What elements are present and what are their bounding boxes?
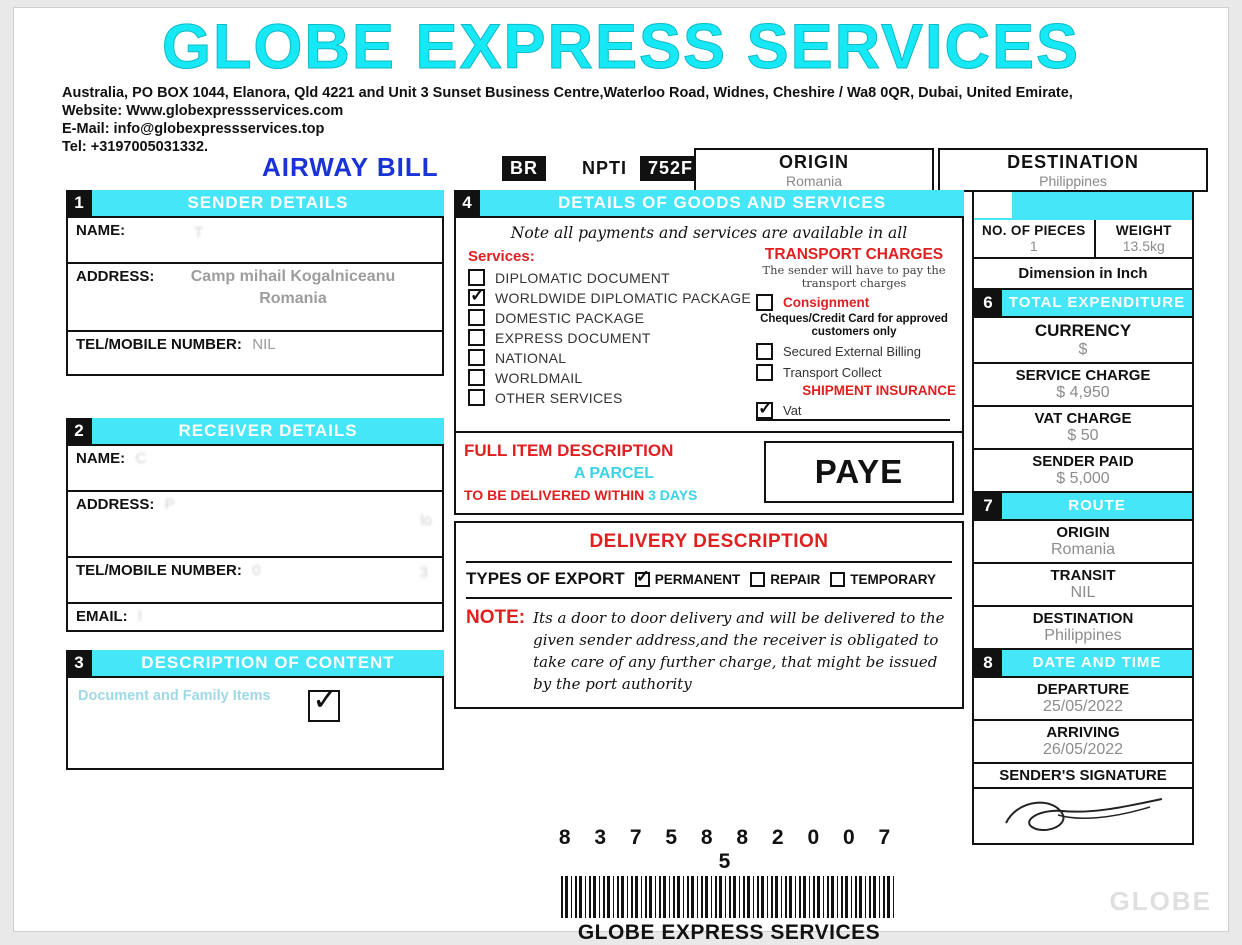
signature-label-row — [974, 764, 1192, 789]
date-time-header — [974, 650, 1192, 678]
service-option-domestic-package[interactable] — [468, 309, 752, 326]
sender-signature-label: SENDER'S SIGNATURE — [999, 767, 1167, 784]
receiver-tel-label: TEL/MOBILE NUMBER: — [76, 562, 242, 579]
transport-collect-label: Transport Collect — [783, 365, 882, 380]
receiver-name-value: C — [135, 450, 147, 467]
transport-option-secured-external-billing[interactable] — [756, 343, 956, 360]
code-br: BR — [502, 156, 546, 181]
checkbox-icon[interactable] — [750, 572, 765, 587]
airway-bill-document — [14, 8, 1228, 944]
sender-section-title: SENDER DETAILS — [92, 190, 444, 216]
receiver-email-field[interactable] — [68, 604, 442, 650]
delivery-note-label: NOTE: — [466, 607, 526, 628]
sender-tel-label: TEL/MOBILE NUMBER: — [76, 336, 242, 353]
sender-signature-area[interactable] — [974, 789, 1192, 843]
route-origin-row — [974, 521, 1192, 564]
receiver-email-value: l — [138, 608, 142, 625]
receiver-name-field[interactable] — [68, 446, 442, 492]
arriving-value: 26/05/2022 — [1042, 741, 1124, 758]
delivery-description-panel — [454, 521, 964, 709]
receiver-section-number: 2 — [66, 418, 92, 444]
checkbox-icon[interactable] — [756, 343, 773, 360]
right-top-bar-blank — [974, 192, 1012, 218]
service-option-diplomatic-document[interactable] — [468, 269, 752, 286]
transport-option-vat[interactable] — [756, 402, 950, 421]
destination-box — [938, 148, 1208, 192]
route-destination-label: DESTINATION — [1032, 610, 1134, 627]
consignment-label: Consignment — [783, 295, 870, 310]
departure-label: DEPARTURE — [1036, 681, 1130, 698]
watermark: GLOBE — [1109, 886, 1212, 916]
sender-paid-value: $ 5,000 — [1056, 470, 1110, 487]
transport-charges-block — [752, 246, 956, 423]
sender-name-value: T — [194, 224, 204, 241]
origin-box — [694, 148, 934, 192]
service-label: DIPLOMATIC DOCUMENT — [495, 269, 670, 286]
checkbox-icon[interactable] — [468, 349, 485, 366]
transport-charges-title: TRANSPORT CHARGES — [764, 246, 944, 263]
dimension-label: Dimension in Inch — [1018, 265, 1148, 282]
service-label: OTHER SERVICES — [495, 389, 623, 406]
content-value: Document and Family Items — [78, 688, 271, 704]
export-option-temporary[interactable] — [830, 572, 936, 587]
vat-charge-value: $ 50 — [1067, 427, 1099, 444]
cheques-note: Cheques/Credit Card for approved customers only — [760, 313, 948, 338]
company-address-line: Australia, PO BOX 1044, Elanora, Qld 4221 and Unit 3 Sunset Business Centre,Waterloo Road, Widnes, Cheshire / Wa8 0QR, Dubai, United Emirate, — [62, 85, 1073, 101]
checkbox-icon[interactable] — [468, 269, 485, 286]
export-option-label: TEMPORARY — [850, 571, 936, 587]
content-section-header — [66, 650, 444, 676]
services-and-charges — [456, 244, 962, 431]
pieces-cell — [974, 220, 1096, 257]
destination-value: Philippines — [1039, 173, 1107, 189]
route-destination-value: Philippines — [1044, 627, 1122, 644]
checkbox-icon[interactable] — [830, 572, 845, 587]
shipment-summary-panel — [972, 220, 1194, 845]
divider — [466, 561, 952, 563]
date-section-number: 8 — [974, 650, 1002, 676]
right-top-bar — [972, 190, 1194, 220]
receiver-address-value-2: lo — [420, 512, 432, 529]
service-label: WORLDMAIL — [495, 369, 583, 386]
route-section-number: 7 — [974, 493, 1002, 519]
checkbox-checked-icon[interactable] — [635, 572, 650, 587]
currency-label: CURRENCY — [1034, 321, 1132, 340]
service-charge-value: $ 4,950 — [1056, 384, 1110, 401]
sender-address-field[interactable] — [68, 264, 442, 332]
pieces-value: 1 — [1029, 238, 1038, 254]
dimension-row — [974, 259, 1192, 290]
route-transit-label: TRANSIT — [1050, 567, 1116, 584]
goods-section-header — [454, 190, 964, 216]
sender-paid-row — [974, 450, 1192, 493]
checkbox-icon[interactable] — [468, 389, 485, 406]
service-label: DOMESTIC PACKAGE — [495, 309, 645, 326]
service-charge-label: SERVICE CHARGE — [1015, 367, 1151, 384]
receiver-tel-value: 0 — [252, 562, 261, 579]
origin-label: ORIGIN — [778, 152, 849, 172]
transport-option-consignment[interactable] — [756, 294, 956, 311]
date-section-title: DATE AND TIME — [1002, 650, 1192, 676]
full-item-title: FULL ITEM DESCRIPTION — [464, 441, 674, 460]
service-label: EXPRESS DOCUMENT — [495, 329, 651, 346]
receiver-tel-field[interactable] — [68, 558, 442, 604]
service-charge-row — [974, 364, 1192, 407]
route-destination-row — [974, 607, 1192, 650]
vat-charge-label: VAT CHARGE — [1034, 410, 1132, 427]
receiver-email-label: EMAIL: — [76, 608, 128, 625]
transport-charges-subtitle: The sender will have to pay the transport charges — [762, 263, 946, 290]
barcode-digits: 8 3 7 5 8 8 2 0 0 7 5 — [558, 826, 900, 873]
divider — [466, 597, 952, 599]
receiver-address-field[interactable] — [68, 492, 442, 558]
full-item-description-panel — [454, 433, 964, 515]
content-checkbox[interactable] — [308, 681, 340, 722]
code-752f: 752F — [640, 156, 701, 181]
delivery-note-row — [466, 607, 952, 695]
types-of-export-label: TYPES OF EXPORT — [466, 569, 625, 588]
full-item-value: A PARCEL — [574, 465, 654, 482]
sender-details-panel — [66, 216, 444, 376]
content-check-mark: ✓ — [312, 681, 339, 717]
airway-bill-header-row — [62, 148, 1192, 192]
departure-value: 25/05/2022 — [1042, 698, 1124, 715]
goods-panel — [454, 216, 964, 433]
weight-cell — [1096, 220, 1192, 257]
delivery-window — [464, 487, 764, 503]
export-option-permanent[interactable] — [635, 572, 741, 587]
vat-charge-row — [974, 407, 1192, 450]
export-option-repair[interactable] — [750, 572, 820, 587]
service-option-national[interactable] — [468, 349, 752, 366]
sender-address-label: ADDRESS: — [76, 268, 155, 285]
destination-label: DESTINATION — [1007, 152, 1139, 172]
weight-value: 13.5kg — [1122, 238, 1165, 254]
receiver-section-title: RECEIVER DETAILS — [92, 418, 444, 444]
company-tel-line: Tel: +3197005031332. — [62, 139, 209, 155]
paye-stamp: PAYE — [764, 441, 954, 503]
total-section-title: TOTAL EXPENDITURE — [1002, 290, 1192, 316]
checkbox-icon[interactable] — [468, 329, 485, 346]
sender-section-header — [66, 190, 444, 216]
barcode-block — [554, 826, 904, 945]
arriving-label: ARRIVING — [1046, 724, 1120, 741]
service-option-worldmail[interactable] — [468, 369, 752, 386]
sender-tel-value: NIL — [252, 336, 276, 353]
sender-section-number: 1 — [66, 190, 92, 216]
checkbox-checked-icon[interactable] — [468, 289, 485, 306]
route-transit-value: NIL — [1070, 584, 1096, 601]
currency-value: $ — [1078, 341, 1088, 358]
departure-row — [974, 678, 1192, 721]
delivery-window-days: 3 DAYS — [648, 487, 698, 503]
route-origin-value: Romania — [1050, 541, 1116, 558]
barcode-caption: GLOBE EXPRESS SERVICES — [577, 921, 881, 944]
export-option-label: PERMANENT — [654, 571, 741, 587]
receiver-tel-value-2: 3 — [419, 564, 428, 581]
pieces-label: NO. OF PIECES — [981, 223, 1086, 238]
transport-option-transport-collect[interactable] — [756, 364, 956, 381]
barcode-bars — [561, 876, 897, 918]
route-header — [974, 493, 1192, 521]
service-label: WORLDWIDE DIPLOMATIC PACKAGE — [495, 289, 752, 306]
receiver-section-header — [66, 418, 444, 444]
delivery-window-prefix: TO BE DELIVERED WITHIN — [464, 487, 645, 503]
checkbox-icon[interactable] — [468, 309, 485, 326]
checkbox-icon[interactable] — [756, 294, 773, 311]
weight-label: WEIGHT — [1115, 223, 1172, 238]
goods-section-title: DETAILS OF GOODS AND SERVICES — [480, 190, 964, 216]
right-column — [972, 190, 1194, 845]
service-option-express-document[interactable] — [468, 329, 752, 346]
company-brand-title: GLOBE EXPRESS SERVICES — [161, 12, 1081, 82]
route-section-title: ROUTE — [1002, 493, 1192, 519]
receiver-address-label: ADDRESS: — [76, 496, 155, 513]
content-panel — [66, 676, 444, 770]
shipment-insurance-title: SHIPMENT INSURANCE — [802, 383, 956, 398]
route-transit-row — [974, 564, 1192, 607]
services-list — [462, 246, 752, 423]
signature-icon — [1000, 793, 1170, 839]
receiver-address-value: P — [164, 496, 175, 513]
company-email-line: E-Mail: info@globexpressservices.top — [62, 121, 325, 137]
content-section-title: DESCRIPTION OF CONTENT — [92, 650, 444, 676]
arriving-row — [974, 721, 1192, 764]
delivery-note-text: Its a door to door delivery and will be delivered to the given sender address,and the receiver is obligated to take care of any further charge, that might be issued by the port authority — [533, 609, 945, 693]
currency-row — [974, 318, 1192, 364]
secured-billing-label: Secured External Billing — [783, 344, 922, 359]
code-npti: NPTI — [582, 158, 628, 178]
full-item-text-block — [464, 441, 764, 503]
export-option-label: REPAIR — [770, 571, 821, 587]
checkbox-icon[interactable] — [468, 369, 485, 386]
total-section-number: 6 — [974, 290, 1002, 316]
total-expenditure-header — [974, 290, 1192, 318]
sender-tel-field[interactable] — [68, 332, 442, 378]
route-origin-label: ORIGIN — [1056, 524, 1110, 541]
sender-paid-label: SENDER PAID — [1032, 453, 1134, 470]
content-section-number: 3 — [66, 650, 92, 676]
goods-note: Note all payments and services are available in all — [510, 224, 908, 242]
vat-label: Vat — [783, 403, 802, 418]
company-address-block — [62, 84, 1228, 156]
service-label: NATIONAL — [495, 349, 567, 366]
checkbox-icon[interactable] — [756, 364, 773, 381]
origin-value: Romania — [785, 173, 843, 189]
receiver-name-label: NAME: — [76, 450, 126, 467]
middle-column — [454, 190, 964, 709]
types-of-export-row — [466, 569, 952, 589]
goods-section-number: 4 — [454, 190, 480, 216]
sender-address-value: Camp mihail Kogalniceanu Romania — [190, 268, 396, 307]
services-title: Services: — [468, 248, 535, 265]
checkbox-checked-icon[interactable] — [756, 402, 773, 419]
receiver-details-panel — [66, 444, 444, 632]
airway-bill-title: AIRWAY BILL — [262, 152, 439, 182]
left-column — [66, 190, 444, 770]
sender-name-label: NAME: — [76, 222, 126, 239]
service-option-worldwide-diplomatic-package[interactable] — [468, 289, 752, 306]
delivery-description-title: DELIVERY DESCRIPTION — [589, 531, 829, 552]
sender-name-field[interactable] — [68, 218, 442, 264]
company-website-line: Website: Www.globexpressservices.com — [62, 103, 344, 119]
service-option-other-services[interactable] — [468, 389, 752, 406]
pieces-weight-row — [974, 220, 1192, 259]
